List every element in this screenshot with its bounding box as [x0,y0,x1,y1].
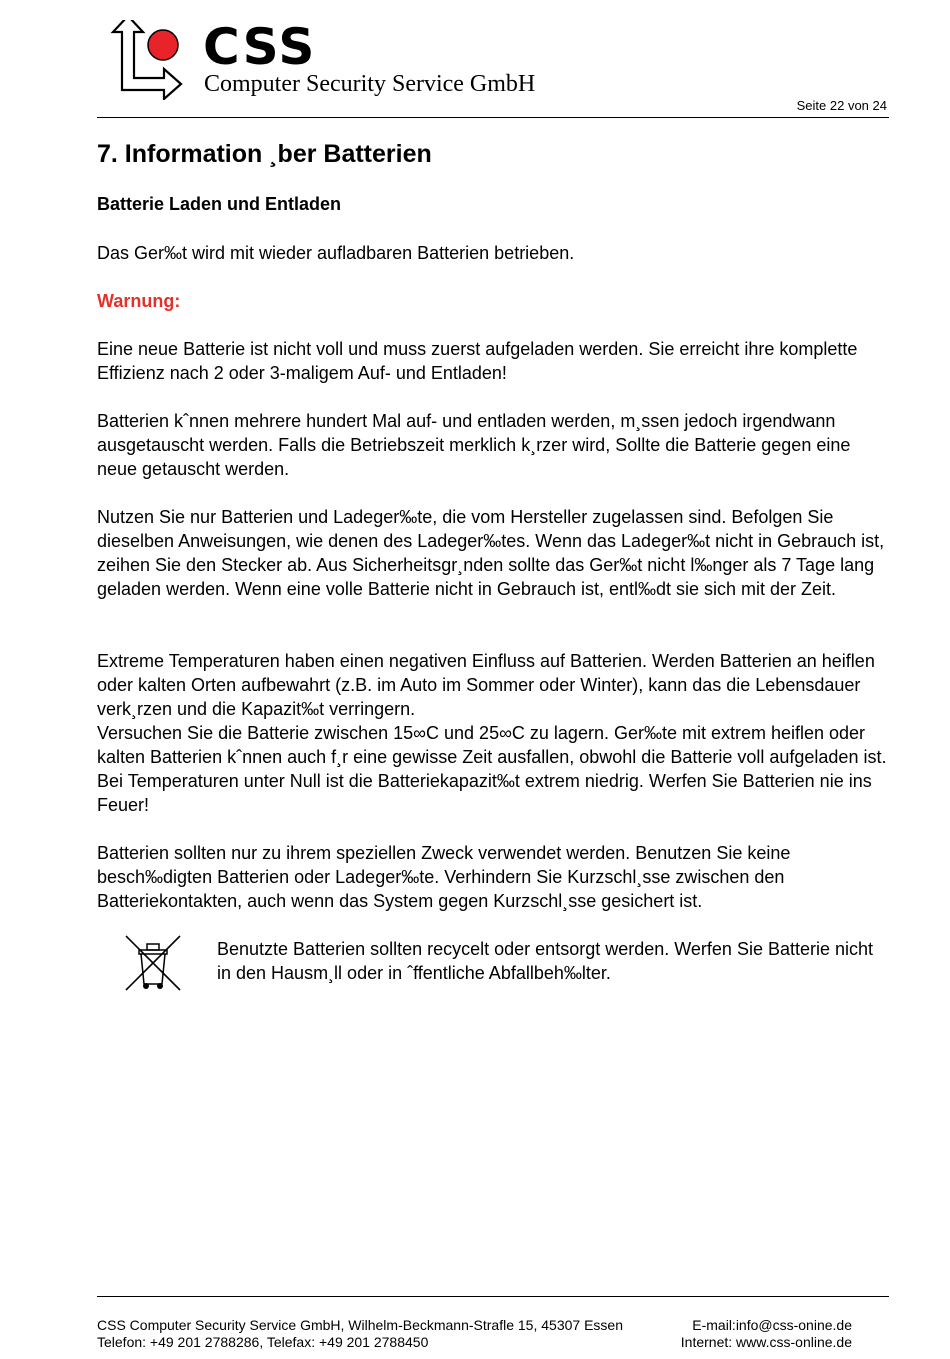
paragraph-2: Batterien kˆnnen mehrere hundert Mal auf- und entladen werden, m¸ssen jedoch irgendwann ausgetauscht werden. Falls die Betriebszeit merklich k¸rzer wird, Sollte die Batterie gegen eine neue getauscht werden. [97,411,851,479]
warning-label: Warnung: [97,291,181,311]
crossed-out-bin-icon [122,932,184,994]
footer-address: CSS Computer Security Service GmbH, Wilhelm-Beckmann-Strafle 15, 45307 Essen [97,1317,623,1333]
css-logo-icon [108,20,188,100]
recycle-paragraph: Benutzte Batterien sollten recycelt oder entsorgt werden. Werfen Sie Batterie nicht in den Hausm¸ll oder in ˆffentliche Abfallbeh‰lter. [217,939,874,983]
page-number: Seite 22 von 24 [796,98,887,113]
footer-email: E-mail:info@css-onine.de [692,1317,852,1333]
subtitle: Batterie Laden und Entladen [97,194,342,214]
footer-phone: Telefon: +49 201 2788286, Telefax: +49 201 2788450 [97,1334,429,1350]
company-name: Computer Security Service GmbH [204,71,536,97]
section-title: 7. Information ¸ber Batterien [97,140,432,168]
document-body [97,138,887,983]
brand-name: CSS [203,18,317,76]
header-rule [97,117,889,118]
paragraph-5: Versuchen Sie die Batterie zwischen 15∞C und 25∞C zu lagern. Ger‰te mit extrem heiflen oder kalten Batterien kˆnnen auch f¸r eine gewisse Zeit ausfallen, obwohl die Batterie voll aufgeladen ist. Bei Temperaturen unter Null ist die Batteriekapazit‰t extrem niedrig. Werfen Sie Batterien nie ins Feuer! [97,723,887,815]
intro-paragraph: Das Ger‰t wird mit wieder aufladbaren Batterien betrieben. [97,243,575,263]
paragraph-6: Batterien sollten nur zu ihrem speziellen Zweck verwendet werden. Benutzen Sie keine besch‰digten Batterien oder Ladeger‰te. Verhindern Sie Kurzschl¸sse zwischen den Batteriekontakten, auch wenn das System gegen Kurzschl¸sse gesichert ist. [97,843,791,911]
footer-website: Internet: www.css-online.de [680,1334,852,1350]
paragraph-1: Eine neue Batterie ist nicht voll und muss zuerst aufgeladen werden. Sie erreicht ihre komplette Effizienz nach 2 oder 3-maligem Auf- und Entladen! [97,339,858,383]
paragraph-4: Extreme Temperaturen haben einen negativen Einfluss auf Batterien. Werden Batterien an heiflen oder kalten Orten aufbewahrt (z.B. im Auto im Sommer oder Winter), kann das die Lebensdauer verk¸rzen und die Kapazit‰t verringern. [97,651,875,719]
paragraph-3: Nutzen Sie nur Batterien und Ladeger‰te, die vom Hersteller zugelassen sind. Befolgen Sie dieselben Anweisungen, wie denen des Ladeger‰tes. Wenn das Ladeger‰t nicht in Gebrauch ist, zeihen Sie den Stecker ab. Aus Sicherheitsgr¸nden sollte das Ger‰t nicht l‰nger als 7 Tage lang geladen werden. Wenn eine volle Batterie nicht in Gebrauch ist, entl‰dt sie sich mit der Zeit. [97,507,885,599]
footer-rule [97,1296,889,1297]
